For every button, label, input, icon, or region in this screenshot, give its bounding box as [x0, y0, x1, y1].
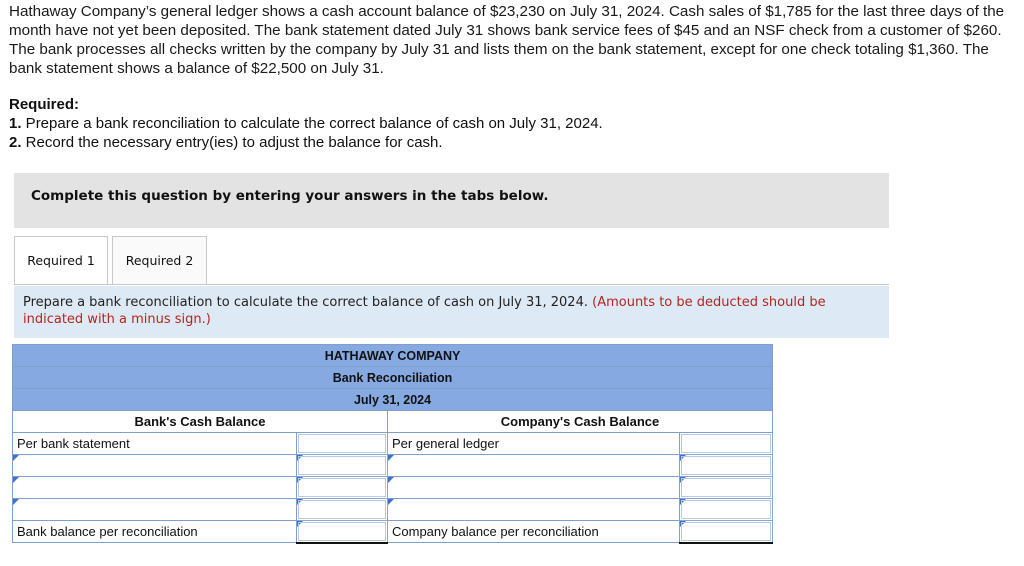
bank-first-label: Per bank statement	[13, 433, 297, 455]
company-name: HATHAWAY COMPANY	[13, 345, 773, 367]
report-date: July 31, 2024	[13, 389, 773, 411]
tab-required-1[interactable]: Required 1	[14, 236, 108, 284]
company-adjustment-3-select[interactable]	[388, 499, 680, 521]
bank-reconciliation-table	[12, 344, 773, 544]
bank-adjustment-3-amount-input[interactable]	[297, 499, 388, 521]
company-balance-total-input[interactable]	[680, 521, 773, 543]
required-item-1: 1. Prepare a bank reconciliation to calculate the correct balance of cash on July 31, 2024.	[9, 115, 603, 132]
problem-statement: Hathaway Company’s general ledger shows a cash account balance of $23,230 on July 31, 2024. Cash sales of $1,785 for the last three days of the month have not yet been deposited. The bank statement dated July 31 shows bank service fees of $45 and an NSF check from a customer of $260. The bank processes all checks written by the company by July 31 and lists them on the bank statement, except for one check totaling $1,360. The bank statement shows a balance of $22,500 on July 31.	[9, 3, 1005, 77]
required-section	[9, 95, 603, 152]
bank-adjustment-1-amount-input[interactable]	[297, 455, 388, 477]
company-adjustment-1-select[interactable]	[388, 455, 680, 477]
company-first-label: Per general ledger	[388, 433, 680, 455]
required-title: Required:	[9, 96, 80, 113]
company-adjustment-2-select[interactable]	[388, 477, 680, 499]
company-adjustment-2-amount-input[interactable]	[680, 477, 773, 499]
tab-divider	[14, 284, 889, 285]
question-instruction: Prepare a bank reconciliation to calculate the correct balance of cash on July 31, 2024. (Amounts to be deducted should be indicated with a minus sign.)	[14, 286, 889, 338]
bank-adjustment-2-select[interactable]	[13, 477, 297, 499]
company-adjustment-1-amount-input[interactable]	[680, 455, 773, 477]
bank-column-header: Bank's Cash Balance	[13, 411, 388, 433]
company-adjustment-3-amount-input[interactable]	[680, 499, 773, 521]
bank-adjustment-3-select[interactable]	[13, 499, 297, 521]
bank-statement-amount-input[interactable]	[297, 433, 388, 455]
company-column-header: Company's Cash Balance	[388, 411, 773, 433]
tab-required-2[interactable]: Required 2	[112, 236, 207, 284]
report-title: Bank Reconciliation	[13, 367, 773, 389]
company-total-label: Company balance per reconciliation	[388, 521, 680, 543]
required-item-2: 2. Record the necessary entry(ies) to adjust the balance for cash.	[9, 134, 443, 151]
bank-balance-total-input[interactable]	[297, 521, 388, 543]
bank-adjustment-2-amount-input[interactable]	[297, 477, 388, 499]
instructions-banner	[14, 173, 889, 228]
bank-adjustment-1-select[interactable]	[13, 455, 297, 477]
minus-sign-note: (Amounts to be deducted should be indicated with a minus sign.)	[23, 295, 826, 327]
bank-total-label: Bank balance per reconciliation	[13, 521, 297, 543]
general-ledger-amount-input[interactable]	[680, 433, 773, 455]
banner-text: Complete this question by entering your answers in the tabs below.	[31, 188, 549, 204]
